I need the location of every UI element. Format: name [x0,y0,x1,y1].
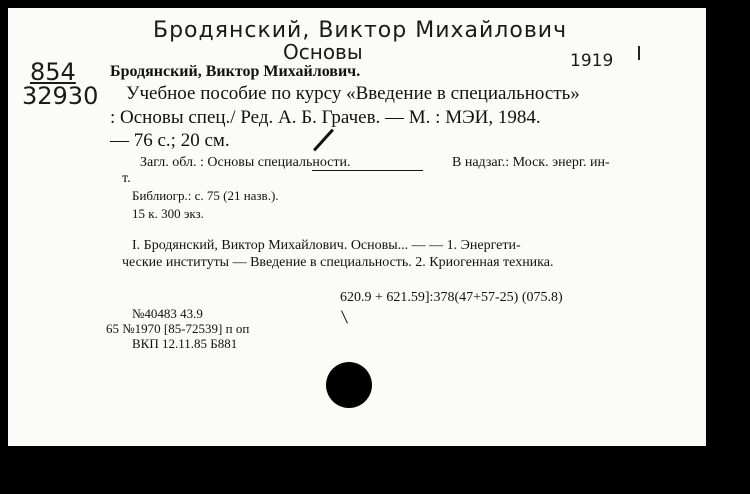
title-line-2: : Основы спец./ Ред. А. Б. Грачев. — М. : МЭИ, 1984. [110,107,541,128]
footer-line-1: №40483 43.9 [132,306,203,321]
entry-heading: Бродянский, Виктор Михайлович. [110,63,361,80]
handwritten-mark [638,46,640,60]
note-header: В надзаг.: Моск. энерг. ин- [452,155,610,170]
handwritten-year: 1919 [570,51,614,71]
punch-hole [326,362,372,408]
bibliography-note: Библиогр.: с. 75 (21 назв.). [132,188,279,203]
underline-mark [312,170,423,171]
footer-line-3: ВКП 12.11.85 Б881 [132,336,238,351]
catalog-card [8,8,706,446]
footer-line-2: 65 №1970 [85-72539] п оп [106,321,250,336]
title-line-3: — 76 с.; 20 см. [110,130,230,151]
note-header-cont: т. [122,171,131,186]
inventory-number: 32930 [22,82,99,110]
pencil-slash [313,129,334,152]
tracing-line-2: ческие институты — Введение в специальность. 2. Криогенная техника. [122,255,554,270]
pencil-tick [341,310,348,323]
note-cover-title: Загл. обл. : Основы специальности. [140,155,351,170]
classification-index: 620.9 + 621.59]:378(47+57-25) (075.8) [340,290,563,305]
print-run: 15 к. 300 экз. [132,206,204,221]
handwritten-title: Основы [283,40,363,64]
shelf-number: 854 [30,58,76,86]
title-line-1: Учебное пособие по курсу «Введение в специальность» [126,83,580,104]
tracing-line-1: I. Бродянский, Виктор Михайлович. Основы... — — 1. Энергети- [132,238,521,253]
handwritten-author: Бродянский, Виктор Михайлович [153,18,568,43]
